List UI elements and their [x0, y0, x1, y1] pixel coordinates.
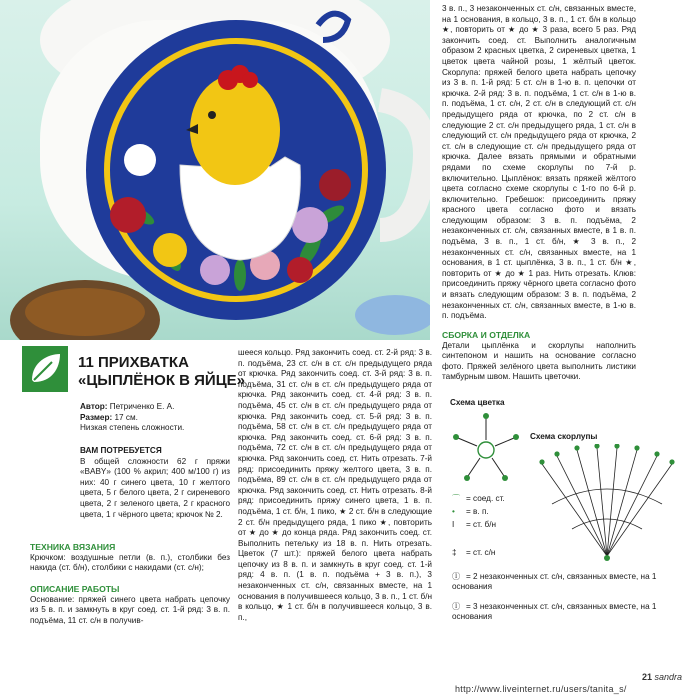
legend-symbol: Ⓘ: [452, 572, 461, 581]
description-heading: ОПИСАНИЕ РАБОТЫ: [30, 584, 120, 594]
flower-scheme-diagram: [446, 410, 526, 490]
legend-symbol: I: [452, 520, 455, 529]
project-number: 11 ПРИХВАТКА: [78, 354, 189, 371]
legend-text: = 2 незаконченных ст. с/н, связанных вместе, на 1 основания: [452, 572, 657, 591]
technique-heading: ТЕХНИКА ВЯЗАНИЯ: [30, 542, 116, 552]
technique-section: [30, 542, 230, 574]
author-value: Петриченко Е. А.: [107, 402, 175, 411]
leaf-icon: [22, 346, 68, 392]
size-label: Размер:: [80, 412, 113, 422]
legend-symbol: Ⓘ: [452, 602, 461, 611]
legend-text: = ст. с/н: [466, 548, 496, 557]
technique-text: Крючком: воздушные петли (в. п.), столбики без накида (ст. б/н), столбики с накидами (ст. с/н);: [30, 552, 230, 573]
size-value: 17 см.: [112, 412, 138, 422]
instructions-text-3: 3 в. п., 3 незаконченных ст. с/н, связанных вместе, на 1 основания, в кольцо, 3 в. п., 1 ст. б/н в кольцо ★, повторить от ★ до ★ 3 раза, всего 5 раз. Ряд закончить соед. ст. Выполнить аналогичным образом 2 красных цветка, 2 сиреневых цветка, 1 цветок цвета чайной розы, 1 жёлтый цветок. Скорлупа: пряжей белого цвета набрать цепочку из 3 в. п. 1-й ряд: 5 ст. с/н в 1-ю в. п. цепочки от крючка. 2-й ряд: 3 в. п. подъёма, 1 ст. с/н в 1-ю в. п. подъёма, 1 ст. с/н, 2 ст. с/н в следующий ст. с/н предыдущего ряда от крючка, по 2 ст. с/н в следующие 2 ст. с/н предыдущего ряда, 1 ст. с/н в следующий ст. с/н предыдущего ряда от крючка, 2 ст. с/н в следующие ст. с/н предыдущего ряда от крючка. Далее вязать прямыми и обратными рядами по схеме скорлупы по 7-й р. включительно. Цыплёнок: вязать пряжей жёлтого цвета согласно схеме скорлупы с 1-го по 6-й р. включительно. Гребешок: присоединить пряжу красного цвета согласно фото и вязать следующим образом: 3 в. п. подъёма, 2 незаконченных ст. с/н, связанных вместе, в 1 в. п. подъёма, 3 в. п., 1 ст. б/н, ★ 3 в. п., 2 незаконченных ст. с/н, связанных вместе, на 1 основания, в 1 ст. цыплёнка, 3 в. п., 1 ст. б/н ★, повторить от ★ до ★ 1 раз. Нить отрезать. Клюв: присоединить пряжу чёрного цвета согласно фото и вязать следующим образом: 3 в. п. подъёма, 2 незаконченных ст. с/н, связанных вместе, в 1-ю в. п. подъёма.: [442, 4, 636, 321]
source-url[interactable]: http://www.liveinternet.ru/users/tanita_s/: [455, 684, 627, 694]
legend-item-joining: [452, 494, 632, 504]
instructions-column-3: [442, 4, 636, 322]
legend-item-dc: [452, 548, 632, 558]
chick-eye: [208, 111, 216, 119]
chick-body: [190, 75, 280, 185]
project-meta: [80, 402, 230, 434]
legend-item-sc: [452, 520, 632, 530]
legend-item-2dc-tog: [452, 572, 682, 592]
description-section: [30, 584, 230, 626]
flower-scheme-label: Схема цветка: [450, 398, 505, 407]
materials-text: В общей сложности 62 г пряжи «BABY» (100 % акрил; 400 м/100 г) из них: 40 г синего цвета, 10 г желтого цвета, 5 г белого цвета, 2 г сиреневого цвета, 2 г зеленого цвета, 2 г красного цвета, 1 г чёрного цвета; крючок № 2.: [80, 456, 230, 519]
materials-heading: ВАМ ПОТРЕБУЕТСЯ: [80, 446, 162, 455]
legend-text: = 3 незаконченных ст. с/н, связанных вместе, на 1 основания: [452, 602, 657, 621]
assembly-heading: СБОРКА И ОТДЕЛКА: [442, 330, 531, 340]
assembly-text: Детали цыплёнка и скорлупы наполнить синтепоном и нашить на основание согласно фото. Пряжей зелёного цвета выполнить листики тамбурным швом. Нашить цветочки.: [442, 340, 636, 382]
shell-scheme-diagram: [532, 444, 682, 564]
potholder-illustration: [0, 0, 430, 340]
materials-section: [80, 446, 230, 520]
legend-item-chain: [452, 507, 632, 517]
product-photo: [0, 0, 430, 340]
teapot-handle: [380, 100, 425, 230]
instructions-text-2: шееся кольцо. Ряд закончить соед. ст. 2-й ряд: 3 в. п. подъёма, 23 ст. с/н в ст. с/н предыдущего ряда от крючка. Ряд закончить соед. ст. 3-й ряд: 3 в. п. подъёма, 31 ст. с/н в ст. с/н предыдущего ряда от крючка. Ряд закончить соед. ст. 4-й ряд: 3 в. п. подъёма, 45 ст. с/н в ст. с/н предыдущего ряда от крючка. Ряд закончить соед. ст. 5-й ряд: 3 в. п. подъёма, 58 ст. с/н в ст. с/н предыдущего ряда от крючка. Ряд закончить соед. ст. 6-й ряд: 3 в. п. подъёма, 72 ст. с/н в ст. с/н предыдущего ряда от крючка. Ряд закончить соед. ст. Нить отрезать. 7-й ряд: присоединить пряжу желтого цвета, 3 в. п. подъёма, 89 ст. с/н в ст. с/н предыдущего ряда от крючка. Ряд закончить соед. ст. Нить отрезать. 8-й ряд: присоединить пряжу синего цвета, 1 в. п. подъёма, 1 ст. б/н, 1 пико, ★ 2 ст. б/н в следующие 2 ст. б/н предыдущего ряда, 1 пико ★, повторить от ★ до ★ до конца ряда. Ряд закончить соед. ст. Выполнить петельку из 18 в. п. Нить отрезать. Цветок (7 шт.): пряжей белого цвета набрать цепочку из 8 в. п. и замкнуть в круг соед. ст. 1-й ряд: 4 в. п. (1 в. п. подъёма + 3 в. п.), 3 незаконченных ст. с/н, связанных вместе, на 1 основания в получившееся кольцо, 3 в. п., 1 ст. б/н в кольцо, ★ 1 ст. б/н в получившееся кольцо, 3 в. п.,: [238, 348, 432, 622]
legend-text: = ст. б/н: [466, 520, 497, 529]
legend-text: = соед. ст.: [466, 494, 505, 503]
legend-item-3dc-tog: [452, 602, 682, 622]
page-number: 21 sandra: [642, 672, 683, 682]
shell-scheme-label: Схема скорлупы: [530, 432, 598, 441]
assembly-section: [442, 330, 636, 383]
description-text: Основание: пряжей синего цвета набрать цепочку из 5 в. п. и замкнуть в круг соед. ст. 1-й ряд: 3 в. п. подъёма, 11 ст. с/н в получив-: [30, 594, 230, 625]
instructions-column-2: [238, 348, 432, 623]
difficulty: Низкая степень сложности.: [80, 423, 185, 433]
project-title: «ЦЫПЛЁНОК В ЯЙЦЕ»: [78, 372, 246, 389]
blue-flower-decor: [355, 295, 430, 335]
legend-symbol: ‡: [452, 548, 457, 557]
legend-symbol: ⌒: [452, 494, 461, 503]
legend-symbol: •: [452, 507, 455, 516]
author-label: Автор:: [80, 402, 108, 411]
legend-text: = в. п.: [466, 507, 489, 516]
